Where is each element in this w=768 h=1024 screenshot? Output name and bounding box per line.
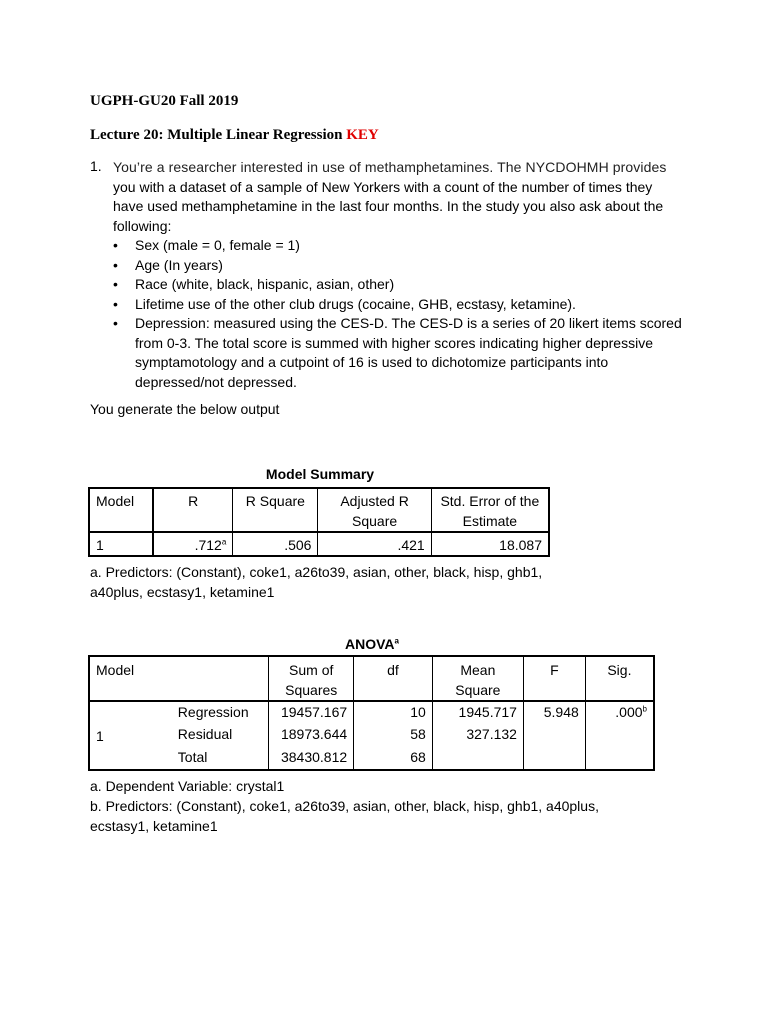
cell-model: 1 (89, 701, 172, 770)
course-title: UGPH-GU20 Fall 2019 (90, 93, 239, 109)
cell-ms-empty (432, 747, 523, 770)
cell-f: 5.948 (523, 701, 585, 770)
list-item: • Depression: measured using the CES-D. The CES-D is a series of 20 likert items scored from 0-3. The total score is summed with higher scores indicating higher depressive symptamotology and a cutpoint of 16 is used to dichotomize participants into depressed/not depressed. (113, 315, 682, 390)
col-adj-r-square: Adjusted R Square (318, 488, 431, 532)
table-header-row (89, 656, 654, 701)
bullet-icon: • (113, 276, 118, 292)
bullet-icon: • (113, 295, 118, 312)
cell-r: .712$^a$ (153, 532, 233, 556)
cell-r-square: .506 (233, 532, 318, 556)
bullet-icon: • (113, 237, 118, 253)
cell-ss: 18973.644 (269, 724, 354, 747)
list-item: • Race (white, black, hispanic, asian, other) (113, 275, 683, 295)
col-r-square: R Square (233, 488, 318, 532)
cell-ss: 19457.167 (269, 701, 354, 724)
table-header-row (89, 488, 549, 532)
col-model: Model (89, 656, 269, 701)
anova-footnotes (90, 776, 599, 836)
model-summary-title: Model Summary (265, 466, 375, 482)
model-summary-footnote: a. Predictors: (Constant), coke1, a26to39, asian, other, black, hisp, ghb1, a40plus, ecstasy1, ketamine1 (90, 564, 543, 600)
key-label: KEY (346, 127, 379, 143)
cell-label: Total (172, 747, 269, 770)
table-row (89, 701, 654, 724)
footnote-b: b. Predictors: (Constant), coke1, a26to39, asian, other, black, hisp, ghb1, a40plus, (90, 798, 599, 814)
cell-df: 58 (354, 724, 433, 747)
lecture-label: Lecture 20: Multiple Linear Regression (90, 127, 343, 143)
cell-std-error: 18.087 (431, 532, 549, 556)
col-model: Model (89, 488, 153, 532)
col-sum-of-squares: Sum of Squares (269, 656, 354, 701)
bullet-icon: • (113, 256, 118, 273)
anova-title: ANOVA$^a$ (345, 636, 399, 652)
list-item: • Sex (male = 0, female = 1) (113, 236, 683, 256)
question-text (113, 158, 683, 236)
question-line-3: have used methamphetamine in the last four months. In the study you also ask about the (113, 198, 664, 214)
cell-adj-r-square: .421 (318, 532, 431, 556)
col-std-error: Std. Error of the Estimate (431, 488, 549, 532)
col-sig: Sig. (585, 656, 654, 701)
question-line-1: You’re a researcher interested in use of methamphetamines. The NYCDOHMH provides (113, 159, 667, 175)
lecture-title (90, 127, 379, 144)
list-item: • Lifetime use of the other club drugs (cocaine, GHB, ecstasy, ketamine). (113, 295, 683, 315)
cell-df: 68 (354, 747, 433, 770)
footnote-b-cont: ecstasy1, ketamine1 (90, 818, 218, 834)
cell-sig: .000$^b$ (585, 701, 654, 770)
col-r: R (153, 488, 233, 532)
cell-ms: 327.132 (432, 724, 523, 747)
bullet-icon: • (113, 315, 118, 331)
list-item: • Age (In years) (113, 256, 683, 276)
output-intro: You generate the below output (90, 401, 280, 417)
variable-list (113, 236, 683, 392)
table-row (89, 532, 549, 556)
footnote-a: a. Dependent Variable: crystal1 (90, 778, 285, 794)
anova-table (88, 655, 655, 771)
cell-label: Residual (172, 724, 269, 747)
question-line-2: you with a dataset of a sample of New Yorkers with a count of the number of times they (113, 178, 653, 195)
cell-ms: 1945.717 (432, 701, 523, 724)
cell-df: 10 (354, 701, 433, 724)
col-mean-square: Mean Square (432, 656, 523, 701)
cell-label: Regression (172, 701, 269, 724)
col-f: F (523, 656, 585, 701)
cell-ss: 38430.812 (269, 747, 354, 770)
question-line-4: following: (113, 217, 172, 234)
question-number: 1. (90, 158, 102, 174)
cell-model: 1 (89, 532, 153, 556)
col-df: df (354, 656, 433, 701)
model-summary-table (88, 487, 550, 557)
